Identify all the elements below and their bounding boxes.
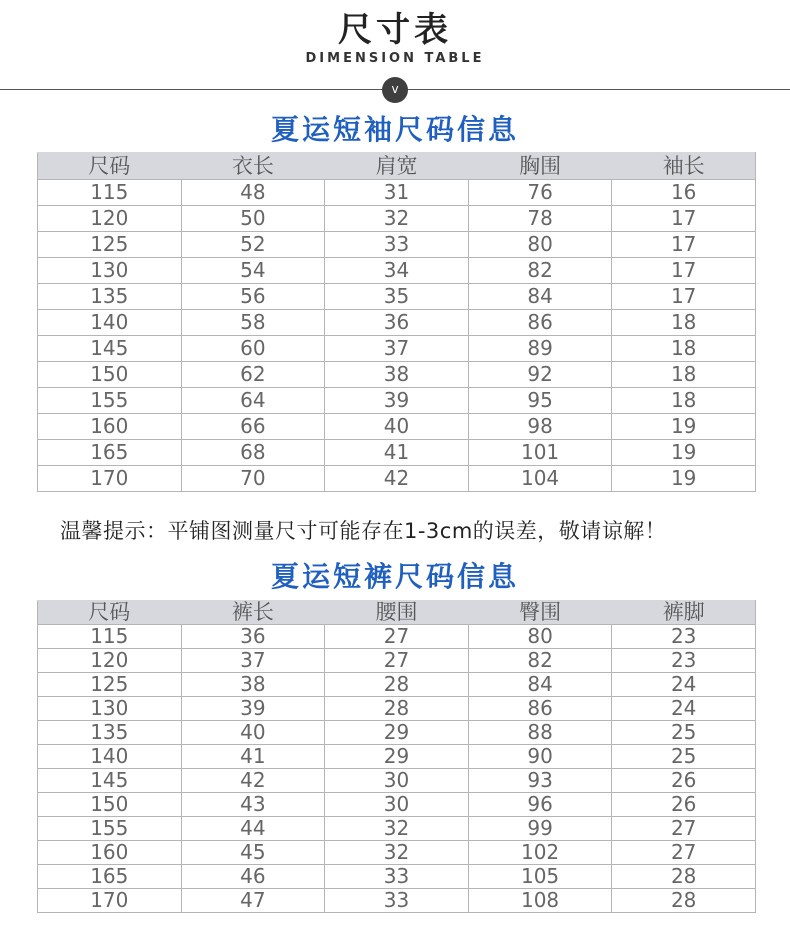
table-cell: 80 — [468, 232, 612, 258]
table-cell: 140 — [38, 745, 182, 769]
table-cell: 101 — [468, 440, 612, 466]
table-cell: 125 — [38, 232, 182, 258]
table-row — [38, 414, 756, 440]
table-cell: 39 — [181, 697, 325, 721]
table-cell: 90 — [468, 745, 612, 769]
table-row — [38, 697, 756, 721]
column-header: 衣长 — [181, 153, 325, 180]
column-header: 尺码 — [38, 153, 182, 180]
table-cell: 108 — [468, 889, 612, 913]
table-cell: 105 — [468, 865, 612, 889]
table-cell: 30 — [325, 793, 469, 817]
table-cell: 18 — [612, 310, 756, 336]
table-cell: 62 — [181, 362, 325, 388]
table-cell: 30 — [325, 769, 469, 793]
table-cell: 52 — [181, 232, 325, 258]
table-cell: 86 — [468, 697, 612, 721]
table-cell: 82 — [468, 258, 612, 284]
column-header: 腰围 — [325, 601, 469, 625]
table-cell: 125 — [38, 673, 182, 697]
table-cell: 27 — [612, 841, 756, 865]
column-header: 尺码 — [38, 601, 182, 625]
table-cell: 48 — [181, 180, 325, 206]
table-cell: 24 — [612, 673, 756, 697]
table-cell: 17 — [612, 258, 756, 284]
table-cell: 135 — [38, 284, 182, 310]
table-row — [38, 336, 756, 362]
table-cell: 42 — [325, 466, 469, 492]
table-cell: 66 — [181, 414, 325, 440]
table-cell: 95 — [468, 388, 612, 414]
table-row — [38, 258, 756, 284]
table-cell: 88 — [468, 721, 612, 745]
table-cell: 70 — [181, 466, 325, 492]
table-cell: 28 — [612, 865, 756, 889]
column-header: 裤脚 — [612, 601, 756, 625]
table-row — [38, 745, 756, 769]
table-cell: 43 — [181, 793, 325, 817]
table-cell: 150 — [38, 793, 182, 817]
table-row — [38, 865, 756, 889]
table-cell: 46 — [181, 865, 325, 889]
table-row — [38, 721, 756, 745]
table-cell: 135 — [38, 721, 182, 745]
table-cell: 96 — [468, 793, 612, 817]
table-cell: 145 — [38, 336, 182, 362]
table-cell: 140 — [38, 310, 182, 336]
table-cell: 25 — [612, 745, 756, 769]
table-cell: 56 — [181, 284, 325, 310]
table-row — [38, 310, 756, 336]
page-subtitle: DIMENSION TABLE — [305, 51, 485, 66]
table-cell: 37 — [325, 336, 469, 362]
table-row — [38, 362, 756, 388]
table-cell: 115 — [38, 180, 182, 206]
table-cell: 27 — [325, 625, 469, 649]
shirt-size-table — [37, 152, 756, 492]
table-cell: 86 — [468, 310, 612, 336]
table-cell: 102 — [468, 841, 612, 865]
table-cell: 145 — [38, 769, 182, 793]
pants-section-title: 夏运短裤尺码信息 — [270, 560, 519, 593]
table-cell: 23 — [612, 649, 756, 673]
table-cell: 68 — [181, 440, 325, 466]
table-row — [38, 649, 756, 673]
table-cell: 50 — [181, 206, 325, 232]
table-cell: 42 — [181, 769, 325, 793]
table-cell: 19 — [612, 414, 756, 440]
table-cell: 16 — [612, 180, 756, 206]
table-cell: 18 — [612, 336, 756, 362]
table-cell: 78 — [468, 206, 612, 232]
table-cell: 33 — [325, 232, 469, 258]
table-cell: 84 — [468, 673, 612, 697]
table-cell: 27 — [612, 817, 756, 841]
table-cell: 160 — [38, 841, 182, 865]
table-row — [38, 673, 756, 697]
column-header: 肩宽 — [325, 153, 469, 180]
table-row — [38, 841, 756, 865]
table-cell: 27 — [325, 649, 469, 673]
table-row — [38, 388, 756, 414]
table-cell: 36 — [181, 625, 325, 649]
table-row — [38, 625, 756, 649]
table-cell: 130 — [38, 258, 182, 284]
table-cell: 44 — [181, 817, 325, 841]
table-cell: 39 — [325, 388, 469, 414]
table-cell: 80 — [468, 625, 612, 649]
table-cell: 64 — [181, 388, 325, 414]
table-cell: 40 — [181, 721, 325, 745]
table-cell: 26 — [612, 793, 756, 817]
table-row — [38, 817, 756, 841]
table-cell: 170 — [38, 466, 182, 492]
table-cell: 165 — [38, 440, 182, 466]
column-header: 臀围 — [468, 601, 612, 625]
table-cell: 29 — [325, 721, 469, 745]
column-header: 裤长 — [181, 601, 325, 625]
table-cell: 38 — [181, 673, 325, 697]
chevron-down-icon: v — [382, 77, 408, 103]
table-cell: 60 — [181, 336, 325, 362]
table-row — [38, 793, 756, 817]
column-header: 胸围 — [468, 153, 612, 180]
table-cell: 17 — [612, 232, 756, 258]
table-cell: 29 — [325, 745, 469, 769]
column-header: 袖长 — [612, 153, 756, 180]
table-cell: 17 — [612, 206, 756, 232]
table-cell: 41 — [181, 745, 325, 769]
table-cell: 23 — [612, 625, 756, 649]
measurement-tips: 温馨提示：平铺图测量尺寸可能存在1-3cm的误差，敬请谅解！ — [60, 519, 667, 543]
table-cell: 31 — [325, 180, 469, 206]
table-row — [38, 769, 756, 793]
table-cell: 115 — [38, 625, 182, 649]
table-cell: 32 — [325, 817, 469, 841]
table-row — [38, 466, 756, 492]
table-cell: 28 — [325, 697, 469, 721]
table-cell: 26 — [612, 769, 756, 793]
table-cell: 165 — [38, 865, 182, 889]
table-cell: 130 — [38, 697, 182, 721]
table-row — [38, 232, 756, 258]
table-cell: 150 — [38, 362, 182, 388]
table-cell: 47 — [181, 889, 325, 913]
table-cell: 35 — [325, 284, 469, 310]
table-cell: 155 — [38, 388, 182, 414]
table-cell: 36 — [325, 310, 469, 336]
table-cell: 92 — [468, 362, 612, 388]
table-row — [38, 284, 756, 310]
table-cell: 58 — [181, 310, 325, 336]
table-cell: 54 — [181, 258, 325, 284]
table-cell: 98 — [468, 414, 612, 440]
table-cell: 25 — [612, 721, 756, 745]
table-cell: 38 — [325, 362, 469, 388]
table-cell: 160 — [38, 414, 182, 440]
page-title: 尺寸表 — [338, 10, 452, 50]
table-row — [38, 440, 756, 466]
table-cell: 33 — [325, 865, 469, 889]
table-cell: 104 — [468, 466, 612, 492]
table-header-row — [38, 601, 756, 625]
table-row — [38, 206, 756, 232]
table-cell: 45 — [181, 841, 325, 865]
table-header-row — [38, 153, 756, 180]
table-cell: 120 — [38, 206, 182, 232]
table-row — [38, 180, 756, 206]
table-cell: 155 — [38, 817, 182, 841]
pants-size-table — [37, 600, 756, 913]
table-cell: 99 — [468, 817, 612, 841]
table-cell: 19 — [612, 466, 756, 492]
table-cell: 28 — [612, 889, 756, 913]
table-cell: 32 — [325, 841, 469, 865]
table-cell: 33 — [325, 889, 469, 913]
table-cell: 170 — [38, 889, 182, 913]
shirt-section-title: 夏运短袖尺码信息 — [270, 113, 519, 146]
table-cell: 32 — [325, 206, 469, 232]
table-cell: 19 — [612, 440, 756, 466]
table-cell: 120 — [38, 649, 182, 673]
table-cell: 89 — [468, 336, 612, 362]
table-cell: 34 — [325, 258, 469, 284]
table-cell: 93 — [468, 769, 612, 793]
table-cell: 84 — [468, 284, 612, 310]
table-row — [38, 889, 756, 913]
table-cell: 76 — [468, 180, 612, 206]
table-cell: 82 — [468, 649, 612, 673]
table-cell: 18 — [612, 388, 756, 414]
table-cell: 18 — [612, 362, 756, 388]
table-cell: 37 — [181, 649, 325, 673]
table-cell: 24 — [612, 697, 756, 721]
table-cell: 28 — [325, 673, 469, 697]
table-cell: 17 — [612, 284, 756, 310]
table-cell: 40 — [325, 414, 469, 440]
table-cell: 41 — [325, 440, 469, 466]
